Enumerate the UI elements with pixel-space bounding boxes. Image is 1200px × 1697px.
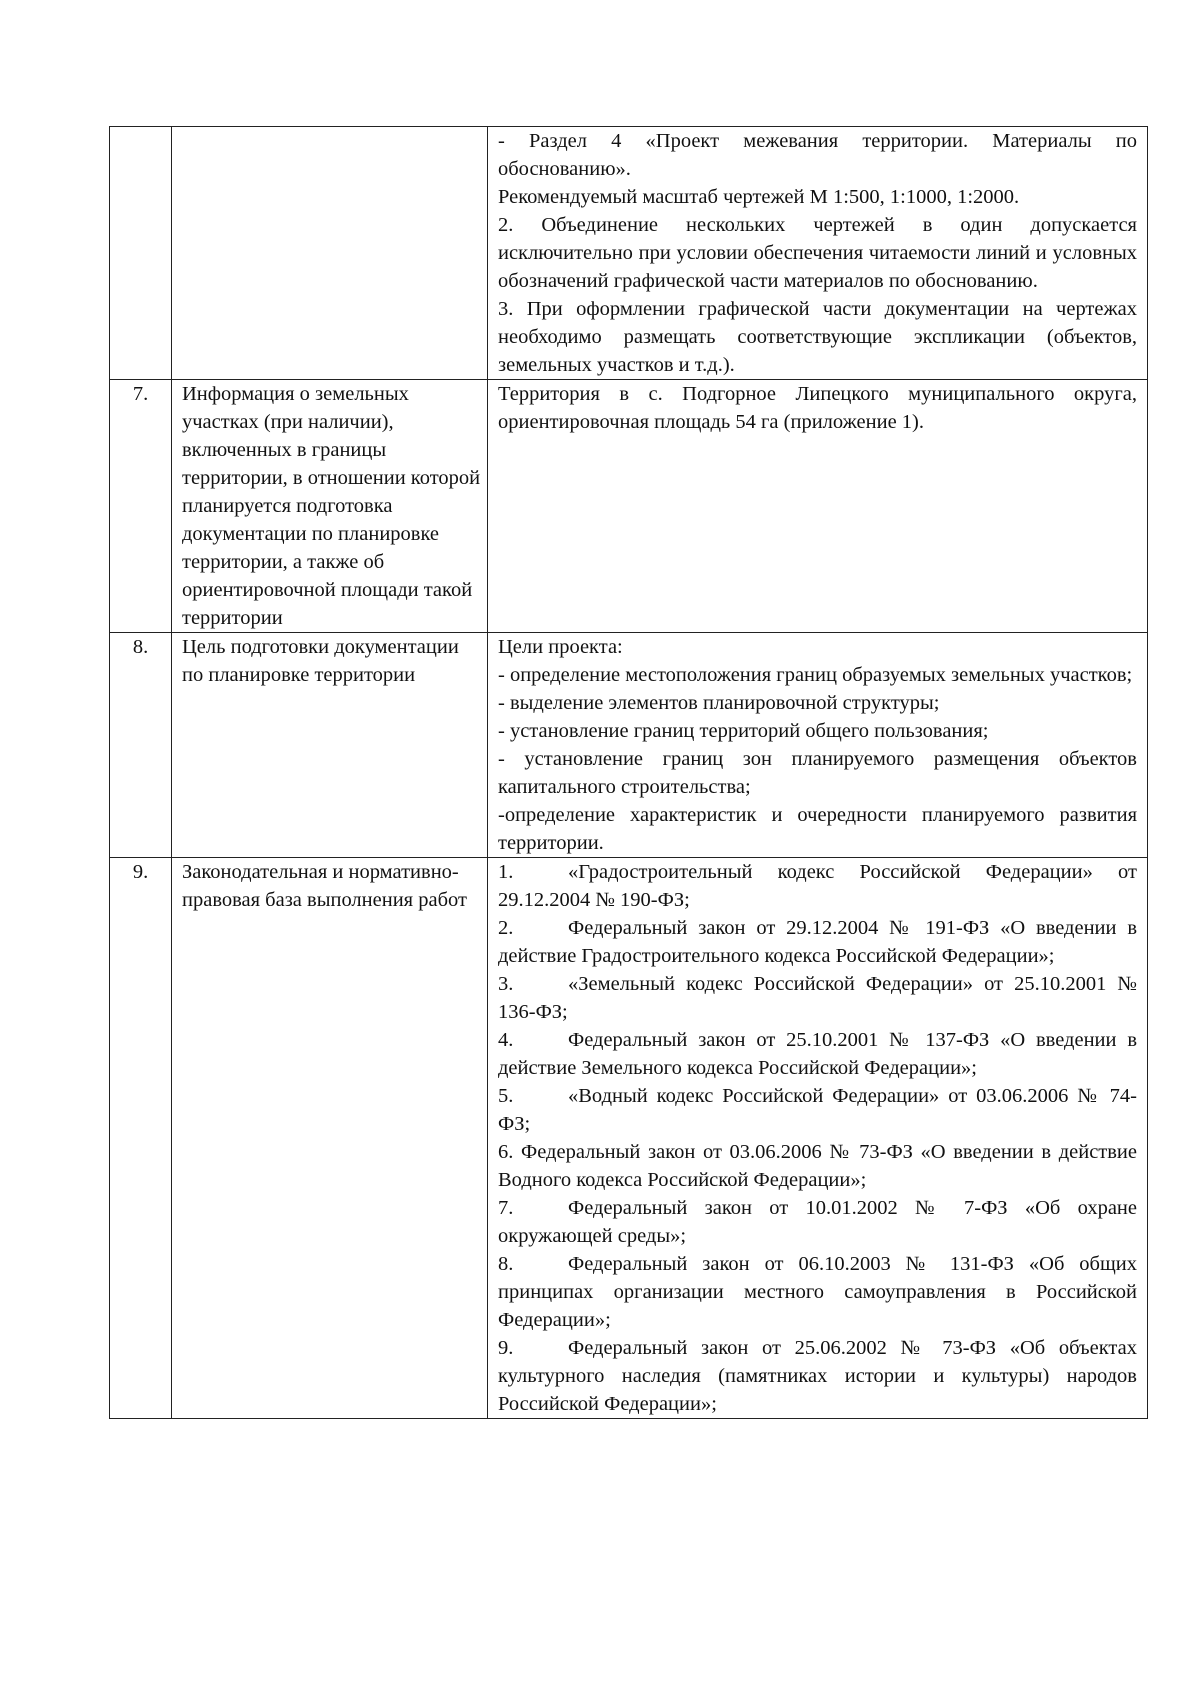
content-paragraph: - установление границ территорий общего пользования; (498, 720, 989, 742)
list-item-number: 7. (498, 1197, 514, 1219)
list-item (498, 1250, 1137, 1334)
list-item-text: Федеральный закон от 29.12.2004 № 191-ФЗ «О введении в действие Градостроительного кодекса Российской Федерации»; (498, 917, 1137, 967)
list-item (498, 858, 1137, 914)
list-item (498, 1026, 1137, 1082)
list-item (498, 1334, 1137, 1418)
list-item-number: 2. (498, 917, 514, 939)
content-paragraph: 3. При оформлении графической части документации на чертежах необходимо размещать соответствующие экспликации (объектов, земельных участков и т.д.). (498, 298, 1137, 376)
content-paragraph: - определение местоположения границ образуемых земельных участков; (498, 664, 1133, 686)
content-paragraph: - Раздел 4 «Проект межевания территории. Материалы по обоснованию». (498, 130, 1137, 180)
row-number (110, 127, 172, 380)
list-item-number: 8. (498, 1253, 514, 1275)
row-number: 9. (110, 858, 172, 1419)
list-item-text: Федеральный закон от 03.06.2006 № 73-ФЗ «О введении в действие Водного кодекса Российской Федерации»; (498, 1141, 1137, 1191)
requirements-table (109, 126, 1148, 1419)
content-paragraph: Территория в с. Подгорное Липецкого муниципального округа, ориентировочная площадь 54 га (приложение 1). (498, 383, 1137, 433)
list-item-text: Федеральный закон от 25.06.2002 № 73-ФЗ «Об объектах культурного наследия (памятниках истории и культуры) народов Российской Федерации»; (498, 1337, 1137, 1415)
list-item-number: 4. (498, 1029, 514, 1051)
table-row (110, 127, 1148, 380)
list-item-text: «Водный кодекс Российской Федерации» от 03.06.2006 № 74-ФЗ; (498, 1085, 1137, 1135)
row-label: Цель подготовки документации по планировке территории (172, 633, 488, 858)
row-content (488, 127, 1148, 380)
list-item-number: 5. (498, 1085, 514, 1107)
content-paragraph: Цели проекта: (498, 636, 623, 658)
content-paragraph: Рекомендуемый масштаб чертежей М 1:500, 1:1000, 1:2000. (498, 186, 1020, 208)
list-item (498, 1138, 1137, 1194)
row-label: Законодательная и нормативно-правовая база выполнения работ (172, 858, 488, 1419)
table-row (110, 633, 1148, 858)
content-paragraph: - выделение элементов планировочной структуры; (498, 692, 940, 714)
content-paragraph: -определение характеристик и очередности планируемого развития территории. (498, 804, 1137, 854)
legal-base-list (488, 858, 1148, 1419)
row-number: 8. (110, 633, 172, 858)
list-item (498, 914, 1137, 970)
list-item-number: 9. (498, 1337, 514, 1359)
list-item-number: 3. (498, 973, 514, 995)
list-item-number: 6. (498, 1141, 514, 1163)
content-paragraph: - установление границ зон планируемого размещения объектов капитального строительства; (498, 748, 1137, 798)
content-paragraph: 2. Объединение нескольких чертежей в один допускается исключительно при условии обеспечения читаемости линий и условных обозначений графической части материалов по обоснованию. (498, 214, 1137, 292)
list-item-number: 1. (498, 861, 514, 883)
row-number: 7. (110, 380, 172, 633)
list-item-text: Федеральный закон от 25.10.2001 № 137-ФЗ «О введении в действие Земельного кодекса Российской Федерации»; (498, 1029, 1137, 1079)
list-item-text: «Земельный кодекс Российской Федерации» от 25.10.2001 № 136-ФЗ; (498, 973, 1137, 1023)
list-item (498, 970, 1137, 1026)
list-item (498, 1082, 1137, 1138)
row-label: Информация о земельных участках (при наличии), включенных в границы территории, в отношении которой планируется подготовка документации по планировке территории, а также об ориентировочной площади такой территории (172, 380, 488, 633)
list-item-text: «Градостроительный кодекс Российской Федерации» от 29.12.2004 № 190-ФЗ; (498, 861, 1137, 911)
row-content (488, 633, 1148, 858)
row-label (172, 127, 488, 380)
row-content (488, 380, 1148, 633)
list-item-text: Федеральный закон от 10.01.2002 № 7-ФЗ «Об охране окружающей среды»; (498, 1197, 1137, 1247)
table-row (110, 380, 1148, 633)
list-item-text: Федеральный закон от 06.10.2003 № 131-ФЗ «Об общих принципах организации местного самоуправления в Российской Федерации»; (498, 1253, 1137, 1331)
list-item (498, 1194, 1137, 1250)
table-row (110, 858, 1148, 1419)
